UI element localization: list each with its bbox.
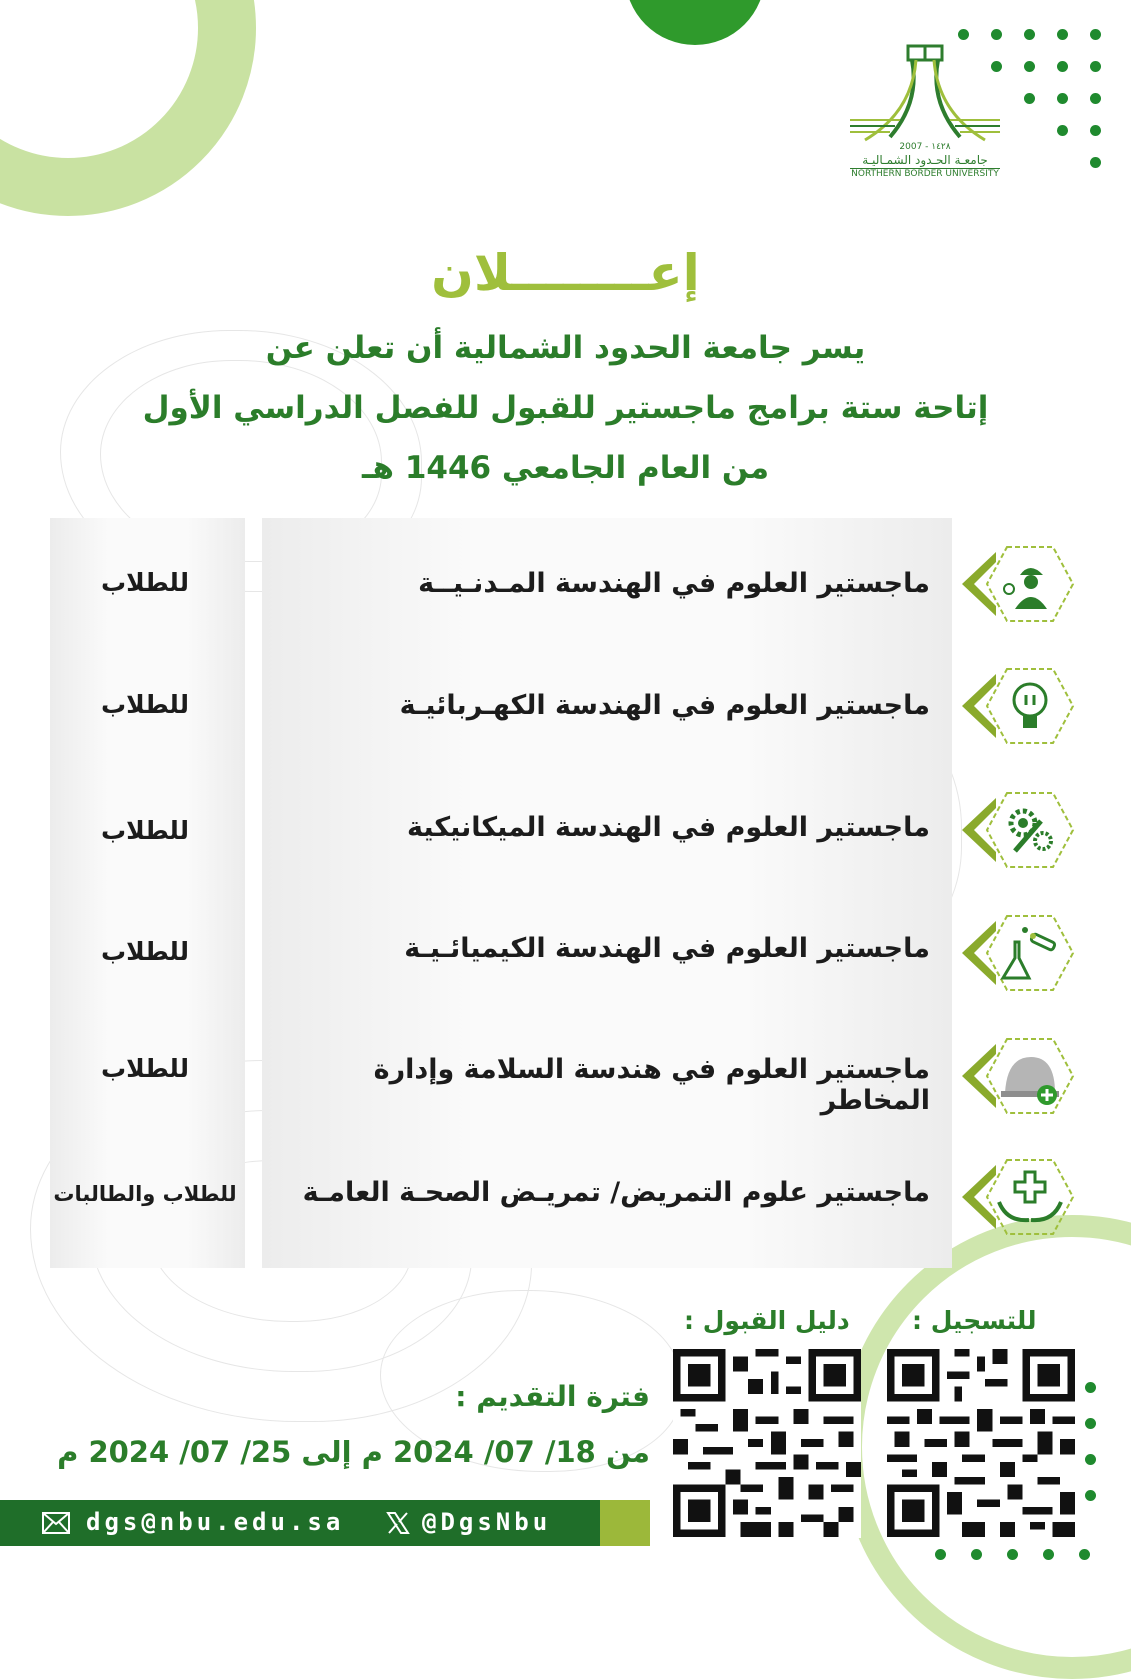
contact-email[interactable]: dgs@nbu.edu.sa xyxy=(86,1508,345,1536)
admission-guide-label: دليل القبول : xyxy=(684,1306,850,1335)
decorative-circle-top xyxy=(625,0,765,45)
announcement-title: إعــــــــلان xyxy=(431,244,700,302)
university-logo xyxy=(850,42,1000,182)
engineer-icon xyxy=(985,545,1075,623)
intro-line-2: إتاحة ستة برامج ماجستير للقبول للفصل الدراسي الأول xyxy=(142,390,989,426)
program-name: ماجستير العلوم في الهندسة الكهـربائيـة xyxy=(399,690,930,721)
program-name: ماجستير علوم التمريض/ تمريـض الصحـة العامـة xyxy=(302,1177,930,1208)
logo-year: 2007 - ١٤٢٨ xyxy=(899,142,951,152)
program-name: ماجستير العلوم في الهندسة الكيميائـيـة xyxy=(404,933,930,964)
intro-line-1: يسر جامعة الحدود الشمالية أن تعلن عن xyxy=(265,330,866,366)
university-emblem-icon xyxy=(850,42,1000,142)
program-name: ماجستير العلوم في هندسة السلامة وإدارة المخاطر xyxy=(373,1054,930,1116)
application-period-dates: من 18/ 07/ 2024 م إلى 25/ 07/ 2024 م xyxy=(57,1435,650,1469)
register-qr-code[interactable] xyxy=(887,1348,1075,1538)
x-twitter-icon xyxy=(386,1512,410,1534)
program-audience: للطلاب xyxy=(100,690,190,719)
lightbulb-plug-icon xyxy=(985,667,1075,745)
program-audience: للطلاب xyxy=(100,568,190,597)
program-name: ماجستير العلوم في الهندسة المـدنـيــة xyxy=(418,568,930,599)
program-audience: للطلاب xyxy=(100,937,190,966)
contact-bar-accent xyxy=(600,1500,650,1546)
admission-guide-qr-code[interactable] xyxy=(673,1348,861,1538)
program-name: ماجستير العلوم في الهندسة الميكانيكية xyxy=(407,812,930,843)
program-column xyxy=(262,518,952,1268)
email-icon xyxy=(42,1512,70,1534)
flask-icon xyxy=(985,914,1075,992)
caring-hands-icon xyxy=(985,1158,1075,1236)
application-period-label: فترة التقديم : xyxy=(455,1380,650,1413)
intro-line-3: من العام الجامعي 1446 هـ xyxy=(361,450,770,486)
logo-arabic-name: جامعـة الحـدود الشمـاليـة xyxy=(862,153,988,167)
gears-wrench-icon xyxy=(985,791,1075,869)
program-audience: للطلاب xyxy=(100,816,190,845)
safety-helmet-icon xyxy=(985,1037,1075,1115)
program-audience: للطلاب والطالبات xyxy=(53,1182,237,1206)
logo-english-name: NORTHERN BORDER UNIVERSITY xyxy=(851,169,999,179)
audience-column xyxy=(50,518,245,1268)
program-audience: للطلاب xyxy=(100,1054,190,1083)
decorative-arc-top-left xyxy=(0,0,256,216)
register-label: للتسجيل : xyxy=(912,1306,1037,1335)
contact-twitter[interactable]: @DgsNbu xyxy=(422,1508,552,1536)
